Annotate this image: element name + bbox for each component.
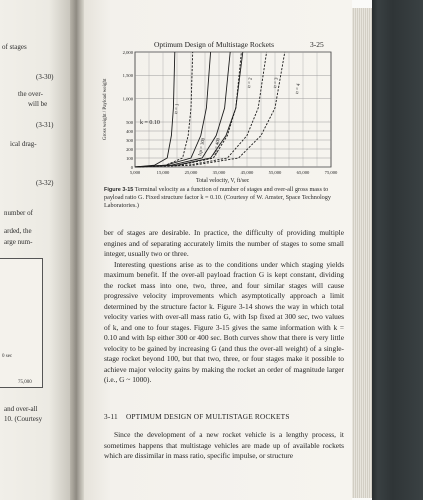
y-tick-labels xyxy=(123,50,134,170)
running-header: Optimum Design of Multistage Rockets xyxy=(154,40,274,49)
x-tick-label: 75,000 xyxy=(324,170,338,175)
left-line: ical drag- xyxy=(10,140,37,148)
paragraph: ber of stages are desirable. In practice, the difficulty of providing multiple engines and of separating accurately limits the number of stages to some small integer, usually two or three. xyxy=(104,228,344,258)
y-tick-label: 300 xyxy=(126,137,133,143)
paragraph: Since the development of a new rocket vehicle is a lengthy process, it sometimes happens that multistage vehicles are made up of available rockets which are dissimilar in mass ratio, specific impulse, or structure xyxy=(104,430,344,460)
left-line: arded, the xyxy=(4,227,32,235)
left-line: (3-32) xyxy=(36,179,54,187)
caption-label: Figure 3-15 xyxy=(104,187,134,193)
x-tick-label: 35,000 xyxy=(212,170,226,175)
series-curve xyxy=(135,52,193,167)
x-axis-label: Total velocity, V, ft/sec xyxy=(196,178,250,184)
y-tick-label: 1,500 xyxy=(122,73,133,79)
y-axis-label: Gross weight / Payload weight xyxy=(103,78,108,140)
paragraph: Interesting questions arise as to the conditions under which staging yields maximum benefit. If the over-all payload fraction G is kept constant, dividing the rocket mass into one, two, three, and four similar stages will cause progressive velocity improvements which asymptotically approach a limit determined by the structure factor k. Figure 3-14 shows the way in which total velocity varies with over-all mass ratio G, with Isp fixed at 300 sec, two values of k, and one to four stages. Figure 3-15 gives the same information with k = 0.10 and with Isp either 300 or 400 sec. Both curves show that there is very little velocity to be gained by increasing G (and thus the over-all weight) of a single-stage rocket beyond 100, but that two, three, or four stages make it possible to achieve major velocity gains by making the rocket an order of magnitude larger (i.e., G ~ 1000). xyxy=(104,259,344,384)
curve-label: n = 4 xyxy=(295,83,302,95)
series-curve xyxy=(135,52,241,167)
curve-label: Isp = 300 xyxy=(198,137,207,157)
left-line: the over- xyxy=(18,90,43,98)
page-number: 3-25 xyxy=(310,40,324,49)
caption-text: Terminal velocity as a function of number of stages and over-all gross mass to payload ratio G. Fixed structure factor k = 0.10. (Courtesy of W. Amster, Space Technology Laboratories.) xyxy=(104,186,331,209)
page-edges xyxy=(352,8,372,498)
chart-grid xyxy=(135,52,331,167)
curve-label: n = 3 xyxy=(273,77,280,89)
figure-caption xyxy=(104,186,334,210)
x-tick-label: 65,000 xyxy=(296,170,310,175)
y-tick-label: 2,000 xyxy=(122,49,133,55)
left-tick: 75,000 xyxy=(18,380,32,385)
left-page xyxy=(0,0,70,500)
curve-label: n = 1 xyxy=(174,103,181,115)
y-tick-label: 1,000 xyxy=(122,96,133,102)
y-tick-label: 400 xyxy=(126,128,133,134)
y-tick-label: 100 xyxy=(126,155,133,161)
section-title: OPTIMUM DESIGN OF MULTISTAGE ROCKETS xyxy=(125,412,290,421)
book-gutter xyxy=(70,0,84,500)
book-cover xyxy=(372,0,423,500)
x-tick-label: 5,000 xyxy=(129,170,141,175)
y-tick-label: 200 xyxy=(126,146,133,152)
left-line: will be xyxy=(28,100,48,108)
series-curve xyxy=(135,52,175,167)
curve-label: Isp = 400 xyxy=(213,137,222,157)
left-line: number of xyxy=(4,209,33,217)
x-tick-label: 55,000 xyxy=(268,170,282,175)
structure-factor-label: k = 0.10 xyxy=(140,120,160,126)
left-line: of stages xyxy=(2,43,27,51)
velocity-chart xyxy=(84,48,352,188)
y-tick-label: 500 xyxy=(126,119,133,125)
left-line: (3-30) xyxy=(36,73,54,81)
x-tick-label: 15,000 xyxy=(156,170,170,175)
section-heading xyxy=(104,412,290,421)
x-tick-label: 25,000 xyxy=(184,170,198,175)
chart-curves xyxy=(135,52,285,167)
section-number: 3-11 xyxy=(104,412,118,421)
series-curve xyxy=(135,52,285,167)
curve-label: n = 2 xyxy=(247,77,254,89)
right-page xyxy=(84,0,352,500)
left-line: and over-all xyxy=(4,405,38,413)
left-line: arge num- xyxy=(4,238,33,246)
x-tick-label: 45,000 xyxy=(240,170,254,175)
series-curve xyxy=(135,52,243,167)
y-tick-label: 0 xyxy=(130,164,133,170)
left-figure-fragment xyxy=(0,258,43,388)
left-line: 10. (Courtesy xyxy=(4,415,43,423)
body-text xyxy=(104,228,344,386)
cover-shadow xyxy=(372,0,378,500)
x-tick-labels xyxy=(130,170,338,176)
left-line: (3-31) xyxy=(36,121,54,129)
left-tick: 0 sec xyxy=(2,354,13,359)
body-text-continued xyxy=(104,430,344,462)
